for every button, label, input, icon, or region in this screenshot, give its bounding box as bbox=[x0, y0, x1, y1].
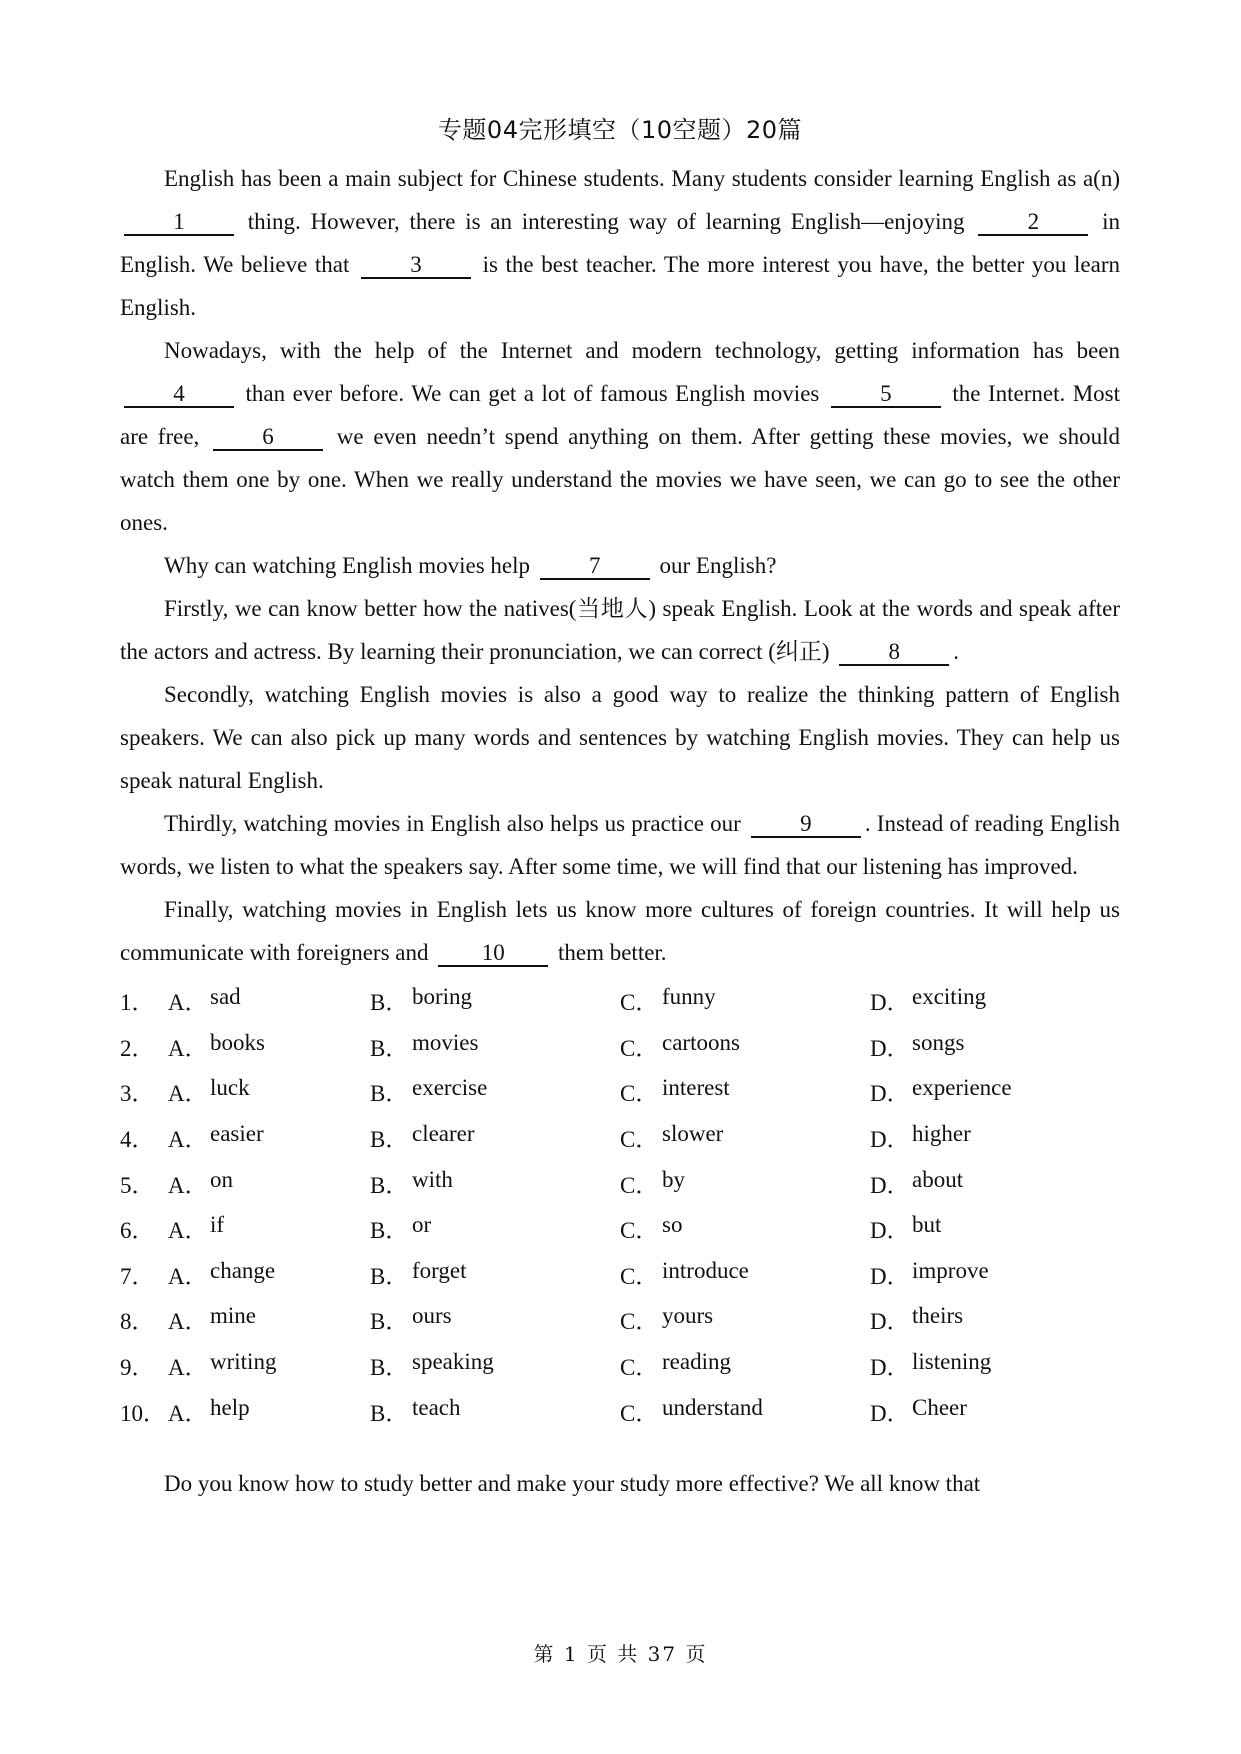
option-letter: A． bbox=[168, 990, 208, 1016]
option-letter: D． bbox=[870, 1263, 910, 1289]
option-letter: B． bbox=[370, 1127, 409, 1153]
option-text: with bbox=[412, 1166, 453, 1192]
question-number: 6． bbox=[120, 1218, 155, 1244]
question-row bbox=[120, 1343, 1120, 1389]
answer-blank[interactable]: 2 bbox=[978, 210, 1088, 236]
answer-option[interactable] bbox=[620, 1075, 870, 1108]
option-text: exciting bbox=[912, 984, 987, 1010]
answer-option[interactable] bbox=[620, 1167, 870, 1200]
option-text: teach bbox=[412, 1394, 461, 1420]
answer-option[interactable] bbox=[168, 1212, 370, 1245]
question-row bbox=[120, 1297, 1120, 1343]
option-text: if bbox=[210, 1212, 225, 1238]
answer-option[interactable] bbox=[620, 984, 870, 1017]
answer-option[interactable] bbox=[168, 1075, 370, 1108]
option-text: change bbox=[210, 1257, 276, 1283]
answer-option[interactable] bbox=[370, 1258, 620, 1291]
option-letter: C． bbox=[620, 1081, 659, 1107]
option-letter: A． bbox=[168, 1172, 208, 1198]
question-number: 8． bbox=[120, 1309, 155, 1335]
option-letter: A． bbox=[168, 1355, 208, 1381]
answer-blank[interactable]: 10 bbox=[438, 941, 548, 967]
option-letter: B． bbox=[370, 1355, 409, 1381]
answer-option[interactable] bbox=[370, 1167, 620, 1200]
option-letter: A． bbox=[168, 1218, 208, 1244]
answer-option[interactable] bbox=[370, 1395, 620, 1428]
option-text: or bbox=[412, 1212, 432, 1238]
option-text: speaking bbox=[412, 1349, 494, 1375]
option-text: about bbox=[912, 1166, 964, 1192]
passage-text: them better. bbox=[552, 940, 667, 965]
option-text: funny bbox=[662, 984, 716, 1010]
answer-blank[interactable]: 9 bbox=[751, 812, 861, 838]
answer-option[interactable] bbox=[870, 1212, 1120, 1245]
option-text: introduce bbox=[662, 1257, 749, 1283]
option-letter: B． bbox=[370, 990, 409, 1016]
document-page bbox=[120, 110, 1120, 1505]
answer-option[interactable] bbox=[168, 1121, 370, 1154]
question-number: 5． bbox=[120, 1172, 155, 1198]
option-letter: C． bbox=[620, 1127, 659, 1153]
question-row bbox=[120, 978, 1120, 1024]
option-letter: A． bbox=[168, 1035, 208, 1061]
passage-text: is the best teacher. The more interest you have, the better you learn English. bbox=[120, 252, 1120, 320]
passage-text: Finally, watching movies in English lets us know more cultures of foreign countries. It will help us communicate with foreigners and bbox=[120, 897, 1120, 965]
answer-option[interactable] bbox=[870, 1258, 1120, 1291]
answer-option[interactable] bbox=[620, 1212, 870, 1245]
question-row bbox=[120, 1252, 1120, 1298]
answer-blank[interactable]: 3 bbox=[361, 253, 471, 279]
option-text: luck bbox=[210, 1075, 250, 1101]
passage-paragraph bbox=[120, 888, 1120, 974]
option-letter: B． bbox=[370, 1400, 409, 1426]
answer-blank[interactable]: 5 bbox=[831, 382, 941, 408]
option-letter: D． bbox=[870, 1309, 910, 1335]
option-text: on bbox=[210, 1166, 233, 1192]
option-letter: C． bbox=[620, 1355, 659, 1381]
page-footer: 第 1 页 共 37 页 bbox=[533, 1642, 708, 1666]
answer-blank[interactable]: 1 bbox=[124, 210, 234, 236]
option-letter: A． bbox=[168, 1400, 208, 1426]
option-letter: C． bbox=[620, 1172, 659, 1198]
option-text: songs bbox=[912, 1029, 965, 1055]
passage-paragraph bbox=[120, 587, 1120, 673]
option-letter: A． bbox=[168, 1263, 208, 1289]
answer-option[interactable] bbox=[370, 984, 620, 1017]
option-letter: C． bbox=[620, 990, 659, 1016]
answer-option[interactable] bbox=[168, 1167, 370, 1200]
question-row bbox=[120, 1388, 1120, 1434]
option-letter: A． bbox=[168, 1127, 208, 1153]
passage-paragraph bbox=[120, 544, 1120, 587]
answer-option[interactable] bbox=[620, 1303, 870, 1336]
passage-text: . bbox=[953, 639, 960, 664]
option-text: improve bbox=[912, 1257, 989, 1283]
answer-option[interactable] bbox=[168, 1030, 370, 1063]
answer-blank[interactable]: 8 bbox=[839, 640, 949, 666]
question-number: 7． bbox=[120, 1263, 155, 1289]
option-text: clearer bbox=[412, 1121, 475, 1147]
option-text: easier bbox=[210, 1121, 264, 1147]
option-letter: C． bbox=[620, 1400, 659, 1426]
option-text: understand bbox=[662, 1394, 763, 1420]
question-number: 10． bbox=[120, 1400, 166, 1426]
option-text: reading bbox=[662, 1349, 731, 1375]
option-letter: B． bbox=[370, 1218, 409, 1244]
question-number: 1． bbox=[120, 990, 155, 1016]
question-row bbox=[120, 1115, 1120, 1161]
question-row bbox=[120, 1024, 1120, 1070]
option-letter: C． bbox=[620, 1218, 659, 1244]
option-letter: C． bbox=[620, 1263, 659, 1289]
answer-option[interactable] bbox=[620, 1395, 870, 1428]
option-letter: A． bbox=[168, 1309, 208, 1335]
option-text: books bbox=[210, 1029, 265, 1055]
answer-option[interactable] bbox=[168, 1303, 370, 1336]
option-text: but bbox=[912, 1212, 942, 1238]
option-letter: B． bbox=[370, 1081, 409, 1107]
passage-text: we even needn’t spend anything on them. After getting these movies, we should watch them one by one. When we really understand the movies we have seen, we can go to see the other ones. bbox=[120, 424, 1120, 535]
next-passage-start: Do you know how to study better and make your study more effective? We all know that bbox=[164, 1470, 981, 1496]
question-number: 9． bbox=[120, 1355, 155, 1381]
answer-option[interactable] bbox=[370, 1303, 620, 1336]
answer-option[interactable] bbox=[370, 1075, 620, 1108]
passage-text: our English? bbox=[653, 553, 777, 578]
answer-option[interactable] bbox=[870, 1121, 1120, 1154]
answer-blank[interactable]: 6 bbox=[213, 425, 323, 451]
answer-option[interactable] bbox=[870, 1349, 1120, 1382]
option-letter: A． bbox=[168, 1081, 208, 1107]
passage-paragraph bbox=[120, 329, 1120, 544]
question-number: 2． bbox=[120, 1035, 155, 1061]
option-letter: D． bbox=[870, 1355, 910, 1381]
answer-option[interactable] bbox=[870, 984, 1120, 1017]
option-text: sad bbox=[210, 984, 241, 1010]
answer-blank[interactable]: 4 bbox=[124, 382, 234, 408]
answer-option[interactable] bbox=[620, 1030, 870, 1063]
option-text: yours bbox=[662, 1303, 714, 1329]
answer-option[interactable] bbox=[620, 1258, 870, 1291]
option-letter: B． bbox=[370, 1309, 409, 1335]
question-row bbox=[120, 1069, 1120, 1115]
answer-option[interactable] bbox=[168, 1395, 370, 1428]
answer-option[interactable] bbox=[870, 1167, 1120, 1200]
answer-option[interactable] bbox=[370, 1212, 620, 1245]
answer-option[interactable] bbox=[870, 1303, 1120, 1336]
option-text: listening bbox=[912, 1349, 992, 1375]
answer-option[interactable] bbox=[168, 1349, 370, 1382]
option-text: help bbox=[210, 1394, 250, 1420]
option-letter: D． bbox=[870, 1127, 910, 1153]
option-text: Cheer bbox=[912, 1394, 967, 1420]
passage-text: the Internet. Most are free, bbox=[120, 381, 1121, 449]
option-letter: D． bbox=[870, 1172, 910, 1198]
option-text: mine bbox=[210, 1303, 256, 1329]
passage-text: Secondly, watching English movies is also a good way to realize the thinking pattern of English speakers. We can also pick up many words and sentences by watching English movies. They can help us speak natural English. bbox=[120, 682, 1120, 793]
question-list bbox=[120, 978, 1120, 1434]
answer-option[interactable] bbox=[370, 1030, 620, 1063]
question-row bbox=[120, 1160, 1120, 1206]
passage-text: Firstly, we can know better how the natives(当地人) speak English. Look at the words and speak after the actors and actress. By learning their pronunciation, we can correct (纠正) bbox=[120, 596, 1120, 664]
option-text: by bbox=[662, 1166, 685, 1192]
answer-option[interactable] bbox=[168, 1258, 370, 1291]
option-text: movies bbox=[412, 1029, 479, 1055]
answer-option[interactable] bbox=[870, 1395, 1120, 1428]
answer-option[interactable] bbox=[870, 1030, 1120, 1063]
passage-text: . Instead of reading English words, we listen to what the speakers say. After some time, we will find that our listening has improved. bbox=[120, 811, 1120, 879]
option-letter: D． bbox=[870, 990, 910, 1016]
passage-text: English has been a main subject for Chinese students. Many students consider learning English as a(n) bbox=[164, 166, 1120, 191]
passage-paragraph bbox=[120, 673, 1120, 802]
option-text: boring bbox=[412, 984, 473, 1010]
option-text: ours bbox=[412, 1303, 452, 1329]
option-letter: C． bbox=[620, 1309, 659, 1335]
option-letter: B． bbox=[370, 1263, 409, 1289]
page-title: 专题04完形填空（10空题）20篇 bbox=[437, 116, 803, 144]
option-text: interest bbox=[662, 1075, 730, 1101]
option-text: forget bbox=[412, 1257, 467, 1283]
option-text: writing bbox=[210, 1349, 277, 1375]
passage-text: thing. However, there is an interesting way of learning English—enjoying bbox=[238, 209, 975, 234]
option-text: slower bbox=[662, 1121, 724, 1147]
answer-option[interactable] bbox=[370, 1349, 620, 1382]
passage-text: than ever before. We can get a lot of famous English movies bbox=[238, 381, 827, 406]
option-letter: D． bbox=[870, 1081, 910, 1107]
answer-option[interactable] bbox=[370, 1121, 620, 1154]
answer-option[interactable] bbox=[620, 1121, 870, 1154]
passage-text: Why can watching English movies help bbox=[164, 553, 536, 578]
passage-text: in English. We believe that bbox=[120, 209, 1120, 277]
option-letter: B． bbox=[370, 1035, 409, 1061]
question-row bbox=[120, 1206, 1120, 1252]
passage-paragraph bbox=[120, 157, 1120, 329]
option-letter: D． bbox=[870, 1400, 910, 1426]
option-letter: D． bbox=[870, 1035, 910, 1061]
option-text: higher bbox=[912, 1121, 971, 1147]
passage-text: Thirdly, watching movies in English also helps us practice our bbox=[164, 811, 747, 836]
option-text: exercise bbox=[412, 1075, 488, 1101]
option-text: theirs bbox=[912, 1303, 964, 1329]
answer-blank[interactable]: 7 bbox=[540, 554, 650, 580]
option-letter: D． bbox=[870, 1218, 910, 1244]
question-number: 4． bbox=[120, 1127, 155, 1153]
option-text: cartoons bbox=[662, 1029, 740, 1055]
passage-text: Nowadays, with the help of the Internet and modern technology, getting information has been bbox=[164, 338, 1120, 363]
option-letter: B． bbox=[370, 1172, 409, 1198]
option-text: so bbox=[662, 1212, 683, 1238]
cloze-passage bbox=[120, 157, 1120, 974]
option-text: experience bbox=[912, 1075, 1012, 1101]
answer-option[interactable] bbox=[620, 1349, 870, 1382]
answer-option[interactable] bbox=[870, 1075, 1120, 1108]
answer-option[interactable] bbox=[168, 984, 370, 1017]
option-letter: C． bbox=[620, 1035, 659, 1061]
question-number: 3． bbox=[120, 1081, 155, 1107]
passage-paragraph bbox=[120, 802, 1120, 888]
